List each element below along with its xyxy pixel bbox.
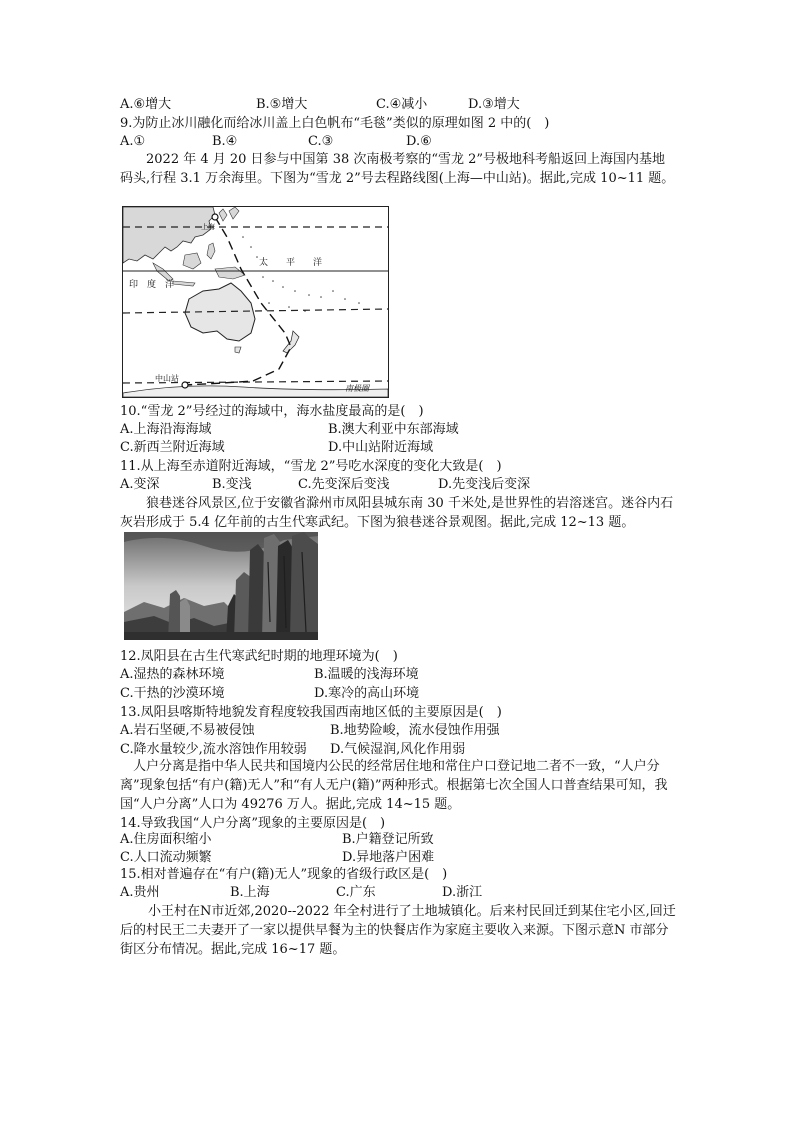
q8-options (120, 96, 540, 113)
langxiang-valley-photo (124, 532, 318, 640)
label-antarctic-circle: 南极圈 (345, 384, 369, 393)
q12-options (120, 666, 520, 702)
q11-stem: 11.从上海至赤道附近海域，“雪龙 2”号吃水深度的变化大致是( ) (120, 459, 502, 474)
q15-option-d: D.浙江 (442, 885, 483, 900)
q14-option-b: B.户籍登记所致 (342, 832, 434, 847)
q14-option-c: C.人口流动频繁 (120, 850, 212, 865)
q11-option-a: A.变深 (120, 477, 160, 492)
q11-options (120, 476, 570, 493)
q13-stem: 13.凤阳县喀斯特地貌发育程度较我国西南地区低的主要原因是( ) (120, 705, 502, 720)
q13-option-c: C.降水量较少,流水溶蚀作用较弱 (120, 742, 307, 757)
q8-option-d: D.③增大 (468, 97, 520, 112)
q10-option-a: A.上海沿海海域 (120, 422, 212, 437)
label-zhongshan: 中山站 (155, 374, 179, 383)
q9-stem: 9.为防止冰川融化而给冰川盖上白色帆布“毛毯”类似的原理如图 2 中的( ) (120, 116, 550, 131)
q14-option-d: D.异地落户困难 (342, 850, 435, 865)
tropic-of-capricorn (123, 309, 388, 313)
q15-option-b: B.上海 (230, 885, 270, 900)
label-pacific: 太 平 洋 (259, 258, 323, 268)
pacific-islands (242, 236, 360, 312)
route-map (122, 206, 389, 398)
q9-options (120, 133, 440, 150)
q15-stem: 15.相对普遍存在“有户(籍)无人”现象的省级行政区是( ) (120, 867, 448, 882)
label-shanghai: 上海 (201, 223, 215, 231)
q10-options (120, 421, 520, 457)
q15-option-a: A.贵州 (120, 885, 160, 900)
intro-12-13: 狼巷迷谷风景区,位于安徽省滁州市凤阳县城东南 30 千米处,是世界性的岩溶迷宫。迷谷内石灰岩形成于 5.4 亿年前的古生代寒武纪。下图为狼巷迷谷景观图。据此,完成 12~13 题。 (120, 496, 674, 530)
q15-option-c: C.广东 (336, 885, 376, 900)
label-indian-ocean: 印 度 洋 (129, 280, 175, 290)
intro-14-15: 人户分离是指中华人民共和国境内公民的经常居住地和常住户口登记地二者不一致，“人户分离”现象包括“有户(籍)无人”和“有人无户(籍)”两种形式。根据第七次全国人口普查结果可知，我国“人户分离”人口为 49276 万人。据此,完成 14~15 题。 (120, 759, 668, 812)
intro-16-17: 小王村在N市近郊,2020--2022 年全村进行了土地城镇化。后来村民回迁到某住宅小区,回迁后的村民王二夫妻开了一家以提供早餐为主的快餐店作为家庭主要收入来源。下图示意N 市部分街区分布情况。据此,完成 16~17 题。 (120, 904, 676, 957)
stone-forest-illustration (124, 532, 318, 640)
new-zealand (283, 331, 299, 353)
q12-option-d: D.寒冷的高山环境 (314, 686, 420, 701)
asia-landmass (123, 207, 215, 263)
q14-stem: 14.导致我国“人户分离”现象的主要原因是( ) (120, 816, 386, 831)
q11-option-d: D.先变浅后变深 (438, 477, 531, 492)
philippines (207, 243, 215, 259)
tasmania (235, 347, 241, 353)
q13-options (120, 722, 540, 758)
q12-option-b: B.温暖的浅海环境 (314, 667, 419, 682)
q12-option-c: C.干热的沙漠环境 (120, 686, 225, 701)
q12-option-a: A.湿热的森林环境 (120, 667, 225, 682)
q15-options (120, 884, 540, 901)
route-map-figure (123, 207, 388, 397)
q11-option-c: C.先变深后变浅 (298, 477, 390, 492)
shanghai-marker (212, 214, 218, 220)
korea-japan (219, 207, 239, 221)
zhongshan-marker (182, 382, 188, 388)
q10-option-b: B.澳大利亚中东部海域 (328, 422, 459, 437)
q13-option-b: B.地势险峻，流水侵蚀作用强 (330, 723, 500, 738)
q13-option-a: A.岩石坚硬,不易被侵蚀 (120, 723, 255, 738)
q10-stem: 10.“雪龙 2”号经过的海域中，海水盐度最高的是( ) (120, 404, 424, 419)
q8-option-c: C.④减小 (376, 97, 428, 112)
q12-stem: 12.凤阳县在古生代寒武纪时期的地理环境为( ) (120, 649, 398, 664)
sumatra (153, 263, 173, 281)
q14-option-a: A.住房面积缩小 (120, 832, 212, 847)
q9-option-d: D.⑥ (406, 134, 432, 149)
q10-option-c: C.新西兰附近海域 (120, 440, 225, 455)
q13-option-d: D.气候湿润,风化作用弱 (330, 742, 466, 757)
q9-option-b: B.④ (212, 134, 238, 149)
java (173, 281, 195, 286)
q8-option-a: A.⑥增大 (120, 97, 172, 112)
q10-option-d: D.中山站附近海域 (328, 440, 434, 455)
intro-10-11: 2022 年 4 月 20 日参与中国第 38 次南极考察的“雪龙 2”号极地科考船返回上海国内基地码头,行程 3.1 万余海里。下图为“雪龙 2”号去程路线图(上海—中山站)。据此,完成 10~11 题。 (120, 152, 675, 186)
q14-options (120, 831, 540, 867)
q11-option-b: B.变浅 (212, 477, 252, 492)
q8-option-b: B.⑤增大 (256, 97, 308, 112)
borneo (183, 253, 201, 269)
q9-option-c: C.③ (308, 134, 334, 149)
q9-option-a: A.① (120, 134, 146, 149)
